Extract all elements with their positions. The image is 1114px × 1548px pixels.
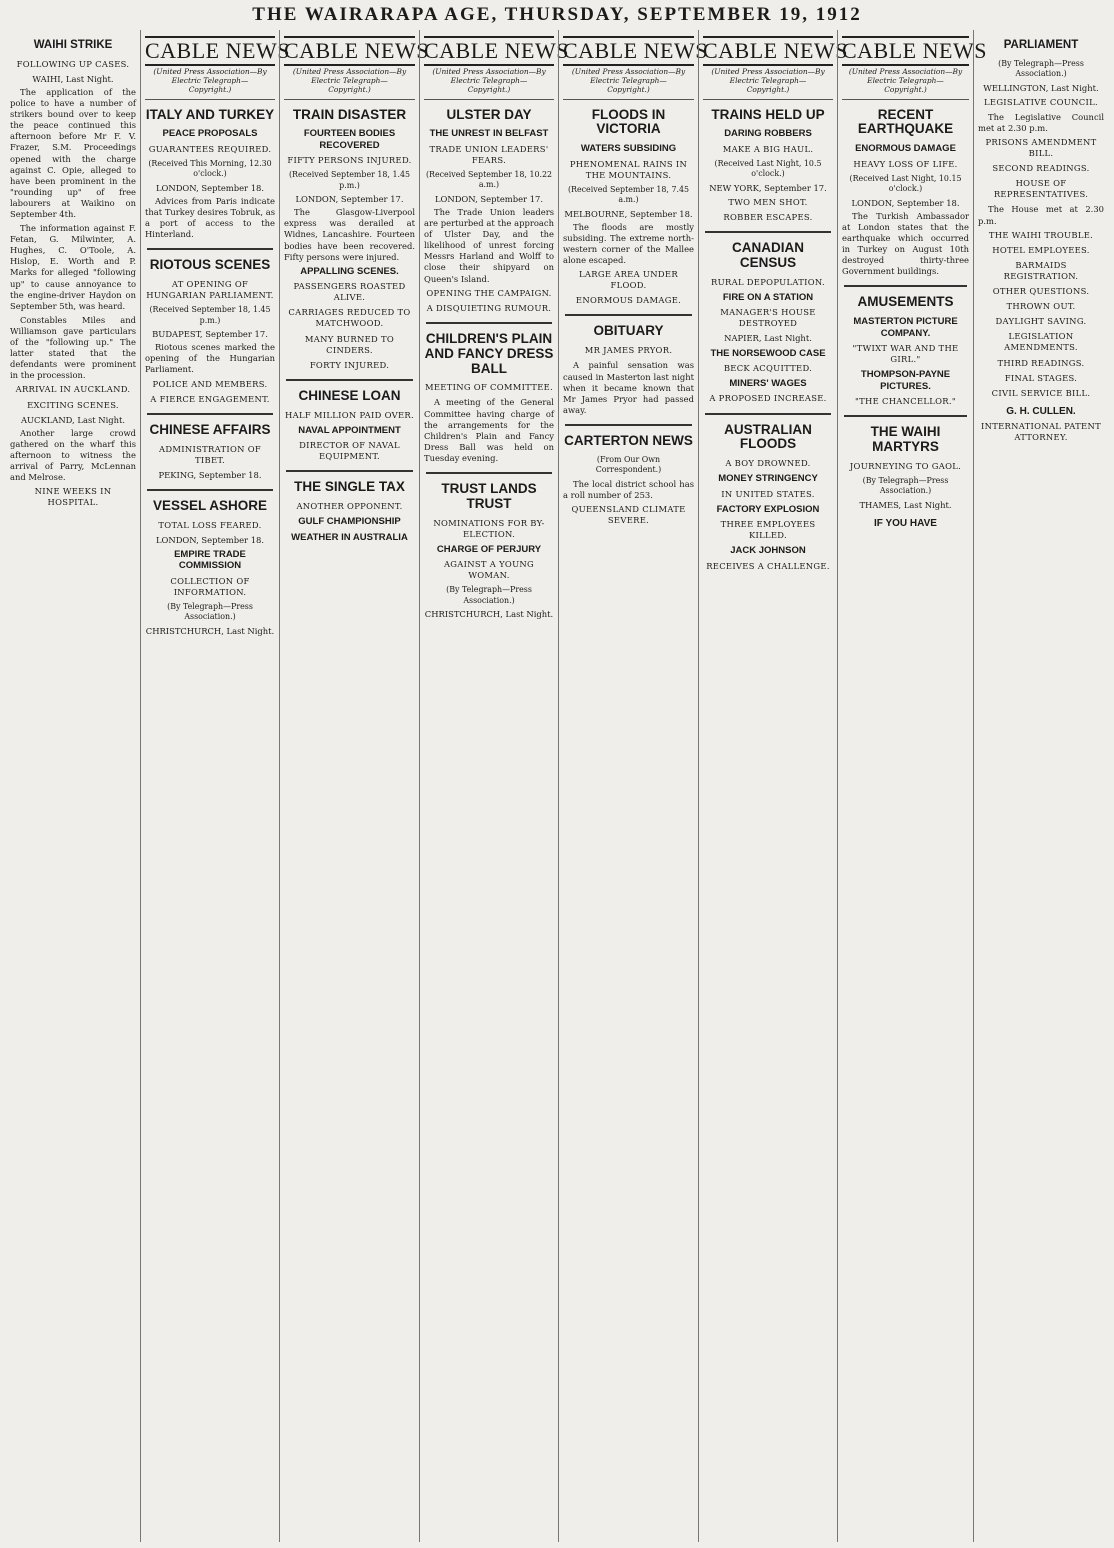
article-paragraph: Riotous scenes marked the opening of the Hungarian Parliament.: [145, 342, 275, 375]
deck: LEGISLATION AMENDMENTS.: [1004, 331, 1078, 353]
headline: THE WAIHI MARTYRS: [870, 423, 941, 454]
placeline: LONDON, September 18.: [851, 197, 960, 208]
deck: QUEENSLAND CLIMATE SEVERE.: [571, 503, 686, 525]
deck: AGAINST A YOUNG WOMAN.: [443, 559, 535, 581]
article-paragraph: Advices from Paris indicate that Turkey desires Tobruk, as a port of access to the Hinterland.: [145, 195, 275, 240]
headline: CHINESE AFFAIRS: [149, 421, 271, 437]
deck: TRADE UNION LEADERS' FEARS.: [429, 143, 549, 165]
headline: TRUST LANDS TRUST: [441, 481, 537, 511]
subheadline: JACK JOHNSON: [730, 545, 806, 557]
deck: ROBBER ESCAPES.: [723, 211, 813, 222]
deck: HOTEL EMPLOYEES.: [992, 244, 1090, 255]
deck: TOTAL LOSS FEARED.: [158, 519, 262, 530]
subheadline: APPALLING SCENES.: [300, 265, 399, 277]
newspaper-page: [6, 30, 1108, 1542]
column-heading: PARLIAMENT: [1003, 39, 1079, 51]
subheadline: CHARGE OF PERJURY: [436, 543, 542, 555]
advertisement-heading: IF YOU HAVE: [874, 517, 937, 529]
section-divider: [565, 314, 692, 316]
deck: "THE CHANCELLOR.": [854, 395, 957, 406]
subheadline: ENORMOUS DAMAGE: [855, 143, 956, 155]
advertisement-heading: G. H. CULLEN.: [1006, 405, 1076, 417]
deck: ANOTHER OPPONENT.: [296, 501, 403, 512]
dateline: (Received September 18, 7.45 a.m.): [567, 184, 690, 205]
deck: HEAVY LOSS OF LIFE.: [853, 158, 958, 169]
deck: GUARANTEES REQUIRED.: [148, 143, 272, 154]
subheadline: THE UNREST IN BELFAST: [429, 128, 549, 140]
deck: FOLLOWING UP CASES.: [16, 58, 130, 69]
subheadline: WEATHER IN AUSTRALIA: [291, 531, 408, 543]
section-divider: [705, 231, 831, 233]
deck: RURAL DEPOPULATION.: [711, 276, 825, 287]
subheadline: FACTORY EXPLOSION: [716, 503, 820, 515]
placeline: NEW YORK, September 17.: [709, 182, 827, 193]
wire-credit: (United Press Association—By Electric Telegraph—Copyright.): [563, 66, 694, 100]
column-heading: CABLE NEWS: [284, 36, 415, 66]
placeline: LONDON, September 18.: [155, 182, 265, 193]
subheadline: THOMPSON-PAYNE PICTURES.: [860, 369, 951, 392]
deck: THROWN OUT.: [1006, 301, 1076, 312]
section-divider: [147, 413, 273, 415]
article-paragraph: The Turkish Ambassador at London states that the earthquake which occurred in Turkey on August 10th destroyed thirty-three Government buildings.: [842, 210, 969, 277]
placeline: NAPIER, Last Night.: [724, 333, 812, 344]
section-divider: [286, 379, 413, 381]
section-divider: [426, 322, 552, 324]
subheadline: DARING ROBBERS: [724, 128, 812, 140]
placeline: LONDON, September 17.: [434, 193, 544, 204]
article-paragraph: The Trade Union leaders are perturbed at the approach of Ulster Day, and the likelihood of unrest forcing Messrs Harland and Wolff to close their shipyard on Queen's Island.: [424, 206, 554, 284]
headline: AUSTRALIAN FLOODS: [724, 421, 812, 452]
deck: FORTY INJURED.: [309, 359, 390, 370]
headline: ULSTER DAY: [446, 106, 532, 122]
deck: A FIERCE ENGAGEMENT.: [150, 393, 270, 404]
deck: ADMINISTRATION OF TIBET.: [158, 443, 262, 465]
section-divider: [286, 470, 413, 472]
article-paragraph: The House met at 2.30 p.m.: [978, 204, 1104, 226]
article-paragraph: A meeting of the General Committee having charge of the arrangements for the Children's Plain and Fancy Dress Ball was held on Tuesday evening.: [424, 397, 554, 463]
article-paragraph: The application of the police to have a number of strikers bound over to keep the peace continued this afternoon before Mr F. V. Frazer, S.M. Proceedings opened with the charge against C. Opie, alleged to have been prominent in the "rounding up" of free labourers at Waikino on September 4th.: [10, 86, 136, 220]
wire-credit: (United Press Association—By Electric Telegraph—Copyright.): [424, 66, 554, 100]
dateline: (By Telegraph—Press Association.): [167, 601, 253, 622]
headline: RECENT EARTHQUAKE: [857, 106, 954, 137]
article-paragraph: Constables Miles and Williamson gave particulars of the "following up." The latter stated that the defendants were prominent in the procession.: [10, 314, 136, 381]
deck: BECK ACQUITTED.: [723, 362, 813, 373]
section-divider: [844, 415, 967, 417]
headline: FLOODS IN VICTORIA: [591, 106, 666, 137]
placeline: LONDON, September 17.: [295, 194, 404, 205]
deck: OPENING THE CAMPAIGN.: [426, 287, 552, 298]
article-paragraph: The Legislative Council met at 2.30 p.m.: [978, 111, 1104, 133]
column-2: [140, 30, 290, 1542]
deck: BARMAIDS REGISTRATION.: [1003, 259, 1079, 281]
section-divider: [147, 489, 273, 491]
placeline: LONDON, September 18.: [155, 534, 265, 545]
deck: IN UNITED STATES.: [721, 488, 815, 499]
headline: CHILDREN'S PLAIN AND FANCY DRESS BALL: [424, 330, 554, 376]
deck: PHENOMENAL RAINS IN THE MOUNTAINS.: [569, 158, 688, 180]
masthead-title: THE WAIRARAPA AGE, THURSDAY, SEPTEMBER 19, 1912: [252, 4, 862, 25]
article-paragraph: The floods are mostly subsiding. The extreme north-western corner of the Mallee alone escaped.: [563, 221, 694, 266]
wire-credit: (United Press Association—By Electric Telegraph—Copyright.): [145, 66, 275, 100]
column-heading: CABLE NEWS: [563, 36, 694, 66]
deck: FINAL STAGES.: [1004, 372, 1078, 383]
deck: DAYLIGHT SAVING.: [995, 316, 1087, 327]
placeline: AUCKLAND, Last Night.: [20, 414, 126, 425]
subheadline: GULF CHAMPIONSHIP: [298, 516, 401, 528]
dateline: (By Telegraph—Press Association.): [862, 475, 949, 496]
deck: THE WAIHI TROUBLE.: [988, 229, 1094, 240]
placeline: BUDAPEST, September 17.: [152, 329, 268, 340]
subheadline: THE NORSEWOOD CASE: [710, 347, 826, 359]
deck: A DISQUIETING RUMOUR.: [426, 302, 552, 313]
subheadline: FIRE ON A STATION: [722, 291, 814, 303]
column-4: [419, 30, 569, 1542]
wire-credit: (United Press Association—By Electric Telegraph—Copyright.): [842, 66, 969, 100]
deck: AT OPENING OF HUNGARIAN PARLIAMENT.: [146, 279, 274, 301]
deck: COLLECTION OF INFORMATION.: [170, 575, 250, 597]
dateline: (By Telegraph—Press Association.): [998, 58, 1084, 79]
article-paragraph: The information against F. Fetan, G. Milwinter, A. Hughes, C. O'Toole, A. Hislop, E. Worth and P. Marks for alleged "following up" to cause annoyance to the engine-driver Haydon on September 5th, was heard.: [10, 223, 136, 311]
dateline: (Received Last Night, 10.5 o'clock.): [714, 158, 822, 179]
deck: MANAGER'S HOUSE DESTROYED: [720, 307, 816, 329]
deck: OTHER QUESTIONS.: [992, 286, 1090, 297]
deck: EXCITING SCENES.: [27, 399, 119, 410]
column-5: [558, 30, 708, 1542]
section-divider: [147, 248, 273, 250]
dateline: (Received Last Night, 10.15 o'clock.): [849, 173, 962, 194]
column-heading: CABLE NEWS: [703, 36, 833, 66]
headline: TRAINS HELD UP: [711, 106, 825, 122]
column-1: [6, 30, 140, 1542]
section-divider: [705, 413, 831, 415]
headline: CANADIAN CENSUS: [732, 240, 804, 270]
deck: TWO MEN SHOT.: [728, 196, 808, 207]
placeline: PEKING, September 18.: [158, 469, 262, 480]
deck: MEETING OF COMMITTEE.: [425, 382, 553, 393]
deck: PASSENGERS ROASTED ALIVE.: [293, 281, 406, 303]
subheadline: MINERS' WAGES: [729, 378, 807, 390]
section-divider: [565, 424, 692, 426]
subheadline: FOURTEEN BODIES RECOVERED: [303, 128, 396, 151]
subheadline: MONEY STRINGENCY: [718, 473, 818, 485]
headline: RIOTOUS SCENES: [149, 257, 271, 273]
subheadline: MASTERTON PICTURE COMPANY.: [853, 316, 958, 339]
headline: OBITUARY: [593, 323, 664, 339]
placeline: CHRISTCHURCH, Last Night.: [424, 609, 554, 620]
dateline: (By Telegraph—Press Association.): [446, 585, 532, 605]
deck: PRISONS AMENDMENT BILL.: [985, 137, 1097, 159]
headline: THE SINGLE TAX: [294, 479, 405, 495]
placeline: MELBOURNE, September 18.: [564, 208, 693, 219]
subheadline: NAVAL APPOINTMENT: [298, 424, 401, 436]
masthead: [0, 0, 1114, 30]
deck: "TWIXT WAR AND THE GIRL.": [852, 342, 959, 365]
deck: ARRIVAL IN AUCKLAND.: [15, 384, 131, 395]
article-paragraph: The local district school has a roll number of 253.: [563, 478, 694, 500]
article-paragraph: Another large crowd gathered on the wharf this afternoon to witness the arrival of Parry, McLennan and Melrose.: [10, 427, 136, 483]
section-divider: [426, 472, 552, 474]
headline: CHINESE LOAN: [298, 387, 401, 403]
column-7: [837, 30, 987, 1542]
headline: ITALY AND TURKEY: [145, 106, 275, 122]
deck: HOUSE OF REPRESENTATIVES.: [993, 178, 1089, 200]
deck: JOURNEYING TO GAOL.: [849, 460, 962, 471]
deck: MANY BURNED TO CINDERS.: [304, 333, 395, 355]
deck: DIRECTOR OF NAVAL EQUIPMENT.: [299, 440, 400, 462]
deck: CIVIL SERVICE BILL.: [991, 387, 1091, 398]
deck: A PROPOSED INCREASE.: [709, 393, 827, 404]
dateline: (From Our Own Correspondent.): [595, 454, 662, 475]
dateline: (Received September 18, 1.45 p.m.): [288, 170, 411, 190]
deck: POLICE AND MEMBERS.: [152, 378, 268, 389]
column-heading: CABLE NEWS: [145, 36, 275, 66]
deck: MR JAMES PRYOR.: [584, 345, 673, 356]
wire-credit: (United Press Association—By Electric Telegraph—Copyright.): [284, 66, 415, 100]
placeline: WAIHI, Last Night.: [32, 73, 114, 84]
deck: INTERNATIONAL PATENT ATTORNEY.: [981, 420, 1101, 443]
placeline: WELLINGTON, Last Night.: [983, 82, 1099, 93]
deck: MAKE A BIG HAUL.: [722, 143, 814, 154]
deck: LARGE AREA UNDER FLOOD.: [579, 269, 678, 291]
deck: LEGISLATIVE COUNCIL.: [984, 96, 1098, 107]
dateline: (Received September 18, 1.45 p.m.): [149, 305, 271, 325]
deck: CARRIAGES REDUCED TO MATCHWOOD.: [288, 307, 411, 329]
article-paragraph: The Glasgow-Liverpool express was derailed at Widnes, Lancashire. Fourteen bodies have been recovered. Fifty persons were injured.: [284, 207, 415, 262]
deck: ENORMOUS DAMAGE.: [575, 295, 682, 306]
dateline: (Received September 18, 10.22 a.m.): [425, 170, 553, 190]
dateline: (Received This Morning, 12.30 o'clock.): [148, 158, 272, 179]
headline: TRAIN DISASTER: [292, 106, 407, 122]
headline: VESSEL ASHORE: [152, 497, 268, 513]
placeline: CHRISTCHURCH, Last Night.: [145, 625, 275, 636]
headline: CARTERTON NEWS: [564, 432, 693, 448]
subheadline: PEACE PROPOSALS: [162, 128, 258, 140]
column-heading: WAIHI STRIKE: [33, 39, 113, 51]
deck: FIFTY PERSONS INJURED.: [287, 155, 412, 166]
deck: NINE WEEKS IN HOSPITAL.: [34, 486, 112, 508]
placeline: THAMES, Last Night.: [859, 499, 952, 510]
deck: THREE EMPLOYEES KILLED.: [720, 519, 816, 541]
subheadline: EMPIRE TRADE COMMISSION: [174, 548, 246, 572]
deck: SECOND READINGS.: [992, 163, 1090, 174]
column-heading: CABLE NEWS: [424, 36, 554, 66]
deck: THIRD READINGS.: [997, 357, 1085, 368]
wire-credit: (United Press Association—By Electric Telegraph—Copyright.): [703, 66, 833, 100]
column-6: [698, 30, 848, 1542]
subheadline: WATERS SUBSIDING: [580, 143, 677, 155]
column-3: [279, 30, 429, 1542]
deck: HALF MILLION PAID OVER.: [285, 409, 414, 420]
section-divider: [844, 285, 967, 287]
column-heading: CABLE NEWS: [842, 36, 969, 66]
headline: AMUSEMENTS: [857, 294, 954, 310]
article-paragraph: A painful sensation was caused in Masterton last night when it became known that Mr James Pryor had passed away.: [563, 360, 694, 415]
deck: RECEIVES A CHALLENGE.: [706, 560, 830, 571]
deck: NOMINATIONS FOR BY-ELECTION.: [433, 517, 545, 539]
column-8: [973, 30, 1108, 1542]
deck: A BOY DROWNED.: [725, 458, 811, 469]
